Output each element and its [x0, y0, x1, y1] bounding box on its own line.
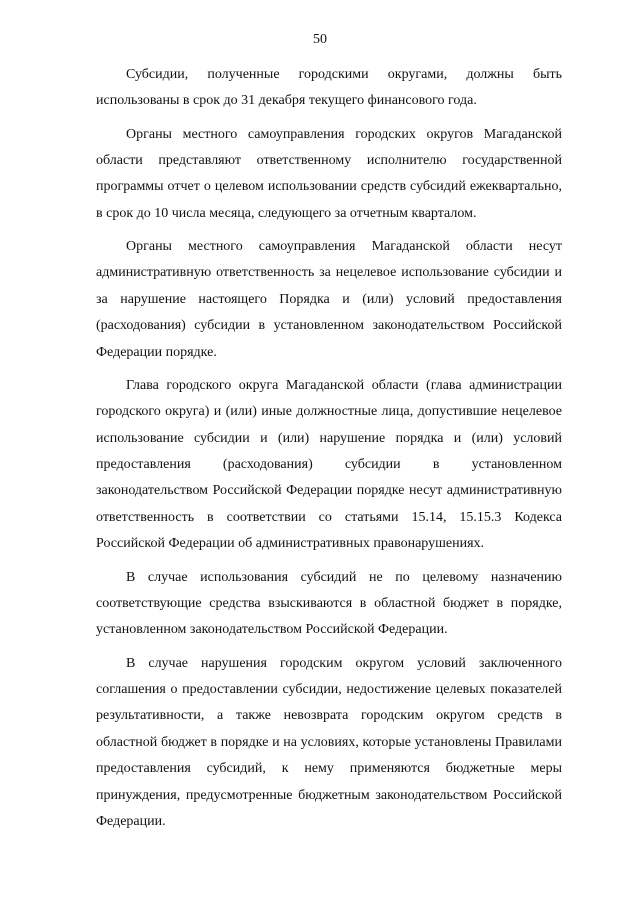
page-number: 50: [313, 32, 327, 47]
paragraph-local-government-liability: Органы местного самоуправления Магаданской области несут административную ответственность за нецелевое использование субсидии и за нарушение настоящего Порядка и (или) условий предоставления (расходования) субсидии в установленном законодательством Российской Федерации порядке.: [96, 239, 562, 360]
document-body: [96, 62, 562, 835]
paragraph-budget-enforcement-measures: В случае нарушения городским округом условий заключенного соглашения о предоставлении субсидии, недостижение целевых показателей результативности, а также невозврата городским округом средств в областной бюджет в порядке и на условиях, которые установлены Правилами предоставления субсидий, к нему применяются бюджетные меры принуждения, предусмотренные бюджетным законодательством Российской Федерации.: [96, 655, 562, 829]
paragraph-head-of-district-liability: Глава городского округа Магаданской области (глава администрации городского округа) и (или) иные должностные лица, допустившие нецелевое использование субсидии и (или) нарушение порядка и (или) условий предоставления (расходования) субсидии в установленном законодательством Российской Федерации порядке несут административную ответственность в соответствии со статьями 15.14, 15.15.3 Кодекса Российской Федерации об административных правонарушениях.: [96, 377, 562, 552]
paragraph-misuse-recovery: В случае использования субсидий не по целевому назначению соответствующие средства взыскиваются в областной бюджет в порядке, установленном законодательством Российской Федерации.: [96, 569, 562, 638]
paragraph-subsidy-usage-deadline: Субсидии, полученные городскими округами, должны быть использованы в срок до 31 декабря текущего финансового года.: [96, 67, 562, 109]
paragraph-quarterly-report: Органы местного самоуправления городских округов Магаданской области представляют ответственному исполнителю государственной программы отчет о целевом использовании средств субсидий ежеквартально, в срок до 10 числа месяца, следующего за отчетным кварталом.: [96, 126, 562, 221]
